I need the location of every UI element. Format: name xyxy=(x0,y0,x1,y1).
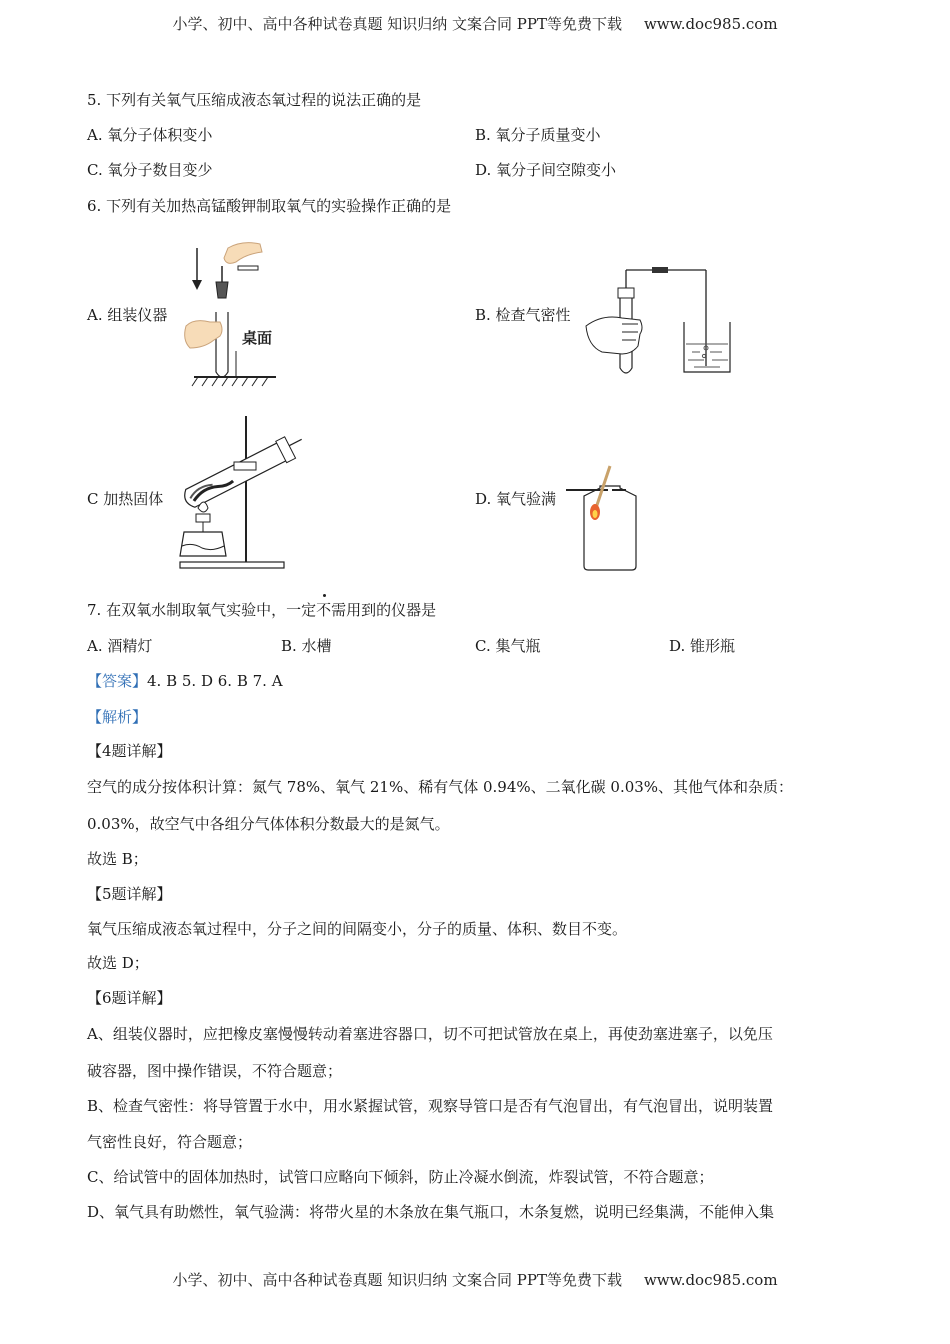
detail-6-line-2: 破容器，图中操作错误，不符合题意； xyxy=(87,1062,343,1080)
figure-check-airtightness xyxy=(582,262,742,378)
detail-6-line-5: C、给试管中的固体加热时，试管口应略向下倾斜，防止冷凝水倒流，炸裂试管，不符合题意； xyxy=(87,1168,714,1186)
q7-option-b: B. 水槽 xyxy=(281,637,332,655)
q7-stem xyxy=(87,600,436,620)
detail-4-line-1: 空气的成分按体积计算：氮气 78%、氧气 21%、稀有气体 0.94%、二氧化碳 0.03%、其他气体和杂质： xyxy=(87,778,794,796)
analysis-tag: 【解析】 xyxy=(87,708,148,726)
q7-option-a: A. 酒精灯 xyxy=(87,637,153,655)
q7-stem-post: 需用到的仪器是 xyxy=(331,601,437,619)
q5-option-d: D. 氧分子间空隙变小 xyxy=(475,161,617,179)
q5-stem: 5. 下列有关氧气压缩成液态氧过程的说法正确的是 xyxy=(87,91,422,109)
detail-4-title: 【4题详解】 xyxy=(87,742,172,760)
detail-4-line-3: 故选 B； xyxy=(87,850,148,868)
answer-tag: 【答案】 xyxy=(87,672,148,690)
q6-option-a: A. 组装仪器 xyxy=(87,306,168,324)
q7-option-c: C. 集气瓶 xyxy=(475,637,541,655)
detail-6-line-6: D、氧气具有助燃性，氧气验满：将带火星的木条放在集气瓶口，木条复燃，说明已经集满，不能伸入集 xyxy=(87,1203,775,1221)
detail-6-line-3: B、检查气密性：将导管置于水中，用水紧握试管，观察导管口是否有气泡冒出，有气泡冒出，说明装置 xyxy=(87,1097,774,1115)
q5-option-a: A. 氧分子体积变小 xyxy=(87,126,213,144)
figure-assemble-apparatus xyxy=(180,236,290,391)
page-footer xyxy=(0,1269,950,1290)
figure-heat-solid xyxy=(170,412,315,572)
page-header xyxy=(0,13,950,34)
detail-4-line-2: 0.03%，故空气中各组分气体体积分数最大的是氮气。 xyxy=(87,815,450,833)
detail-6-line-1: A、组装仪器时，应把橡皮塞慢慢转动着塞进容器口，切不可把试管放在桌上，再使劲塞进塞子，以免压 xyxy=(87,1025,773,1043)
q7-stem-emphasis: 不 xyxy=(316,601,332,619)
q5-option-c: C. 氧分子数目变少 xyxy=(87,161,213,179)
header-site: www.doc985.com xyxy=(643,15,778,33)
q7-stem-pre: 7. 在双氧水制取氧气实验中，一定 xyxy=(87,601,317,619)
answer-line xyxy=(87,671,283,691)
detail-6-title: 【6题详解】 xyxy=(87,989,172,1007)
detail-6-line-4: 气密性良好，符合题意； xyxy=(87,1133,253,1151)
q5-option-b: B. 氧分子质量变小 xyxy=(475,126,601,144)
q6-stem: 6. 下列有关加热高锰酸钾制取氧气的实验操作正确的是 xyxy=(87,197,452,215)
q6-option-d: D. 氧气验满 xyxy=(475,490,557,508)
q6-option-c: C 加热固体 xyxy=(87,490,164,508)
figure-a-label: 桌面 xyxy=(242,329,273,347)
footer-site: www.doc985.com xyxy=(643,1271,778,1289)
header-text: 小学、初中、高中各种试卷真题 知识归纳 文案合同 PPT等免费下载 xyxy=(172,15,622,33)
q6-option-b: B. 检查气密性 xyxy=(475,306,571,324)
q7-option-d: D. 锥形瓶 xyxy=(669,637,736,655)
footer-text: 小学、初中、高中各种试卷真题 知识归纳 文案合同 PPT等免费下载 xyxy=(172,1271,622,1289)
detail-5-title: 【5题详解】 xyxy=(87,885,172,903)
answer-text: 4. B 5. D 6. B 7. A xyxy=(147,672,283,690)
figure-oxygen-full-test xyxy=(566,456,656,574)
detail-5-line-1: 氧气压缩成液态氧过程中，分子之间的间隔变小，分子的质量、体积、数目不变。 xyxy=(87,920,628,938)
detail-5-line-2: 故选 D； xyxy=(87,954,149,972)
